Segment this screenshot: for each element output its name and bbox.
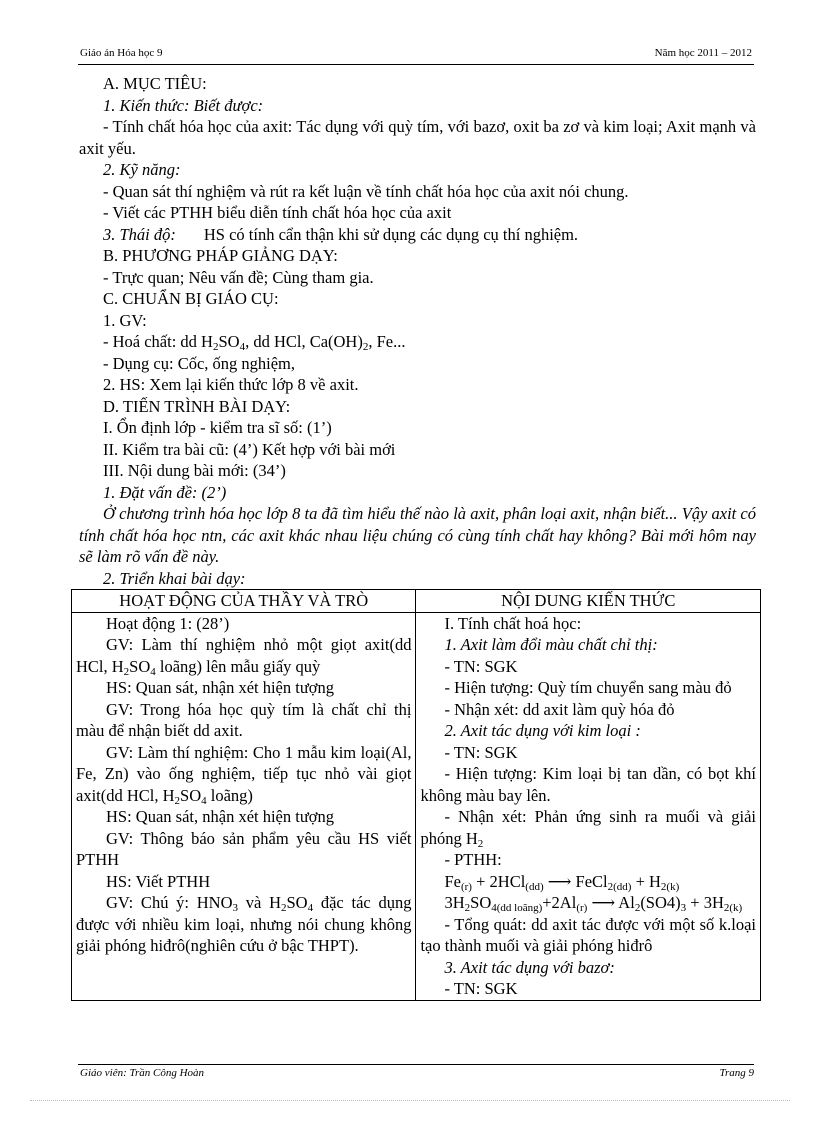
- table-header-row: [72, 590, 761, 613]
- lesson-table: [71, 589, 761, 1001]
- activity-line: GV: Trong hóa học quỳ tím là chất chỉ thị màu để nhận biết dd axit.: [76, 699, 412, 740]
- section-b-title: B. PHƯƠNG PHÁP GIẢNG DẠY:: [103, 246, 338, 265]
- skills-item-1: - Quan sát thí nghiệm và rút ra kết luận về tính chất hóa học của axit nói chung.: [103, 181, 629, 201]
- activity-line: GV: Làm thí nghiệm nhỏ một giọt axit(dd HCl, $H_2SO_4$ loãng) lên mẫu giấy quỳ: [76, 635, 412, 678]
- activity-line: GV: Chú ý: $HNO_3$ và $H_2SO_4$ đặc tác dụng được với nhiều kim loại, nhưng nói chung không giải phóng hiđrô(nghiên cứu ở bậc THPT).: [76, 893, 412, 955]
- footer-right: Trang 9: [719, 1067, 754, 1079]
- table-header-activities: HOẠT ĐỘNG CỦA THẦY VÀ TRÒ: [72, 590, 416, 613]
- knowledge-title: 1. Kiến thức: Biết được:: [103, 95, 264, 115]
- attitude-title: 3. Thái độ:: [103, 224, 176, 244]
- activity-title: Hoạt động 1: (28’): [106, 613, 230, 633]
- content-line: - Hiện tượng: Kim loại bị tan dần, có bọt khí không màu bay lên.: [420, 764, 756, 805]
- lesson-development-title: 2. Triển khai bài dạy:: [103, 568, 246, 588]
- knowledge-text: - Tính chất hóa học của axit: Tác dụng với quỳ tím, với bazơ, oxit ba zơ và kim loại; Axit mạnh và axit yếu.: [79, 117, 756, 158]
- table-header-content: NỘI DUNG KIẾN THỨC: [416, 590, 761, 613]
- problem-text: Ở chương trình hóa học lớp 8 ta đã tìm hiểu thế nào là axit, phân loại axit, nhận biết... Vậy axit có tính chất hóa học ntn, các axit khác nhau liệu chúng có cùng tính chất hay không? Bài mới hôm nay sẽ làm rõ vấn đề này.: [79, 504, 756, 566]
- content-line: - TN: SGK: [444, 742, 518, 762]
- procedure-step-1: I. Ổn định lớp - kiểm tra sĩ số: (1’): [103, 418, 332, 437]
- procedure-step-3: III. Nội dung bài mới: (34’): [103, 461, 286, 480]
- header-left: Giáo án Hóa học 9: [80, 47, 163, 59]
- page-edge-divider: [30, 1100, 790, 1101]
- activity-line: HS: Quan sát, nhận xét hiện tượng: [106, 807, 335, 826]
- content-line: 2. Axit tác dụng với kim loại :: [444, 721, 641, 740]
- content-line: - Tổng quát: dd axit tác được với một số k.loại tạo thành muối và giải phóng hiđrô: [420, 914, 756, 955]
- activity-line: GV: Thông báo sản phẩm yêu cầu HS viết PTHH: [76, 828, 412, 869]
- content-line: - TN: SGK: [444, 656, 518, 676]
- equation-2: $3H_2SO_{4(dd loãng)}+2Al_{(r)}$ ⟶ $Al_2(SO4)_3 + 3H_{2(k)}$: [444, 893, 743, 914]
- activities-cell: [72, 612, 416, 1000]
- content-line: - TN: SGK: [444, 979, 518, 998]
- methods-text: - Trực quan; Nêu vấn đề; Cùng tham gia.: [103, 267, 374, 287]
- section-d-title: D. TIẾN TRÌNH BÀI DẠY:: [103, 396, 291, 416]
- skills-item-2: - Viết các PTHH biểu diễn tính chất hóa học của axit: [103, 203, 452, 222]
- activity-line: HS: Quan sát, nhận xét hiện tượng: [106, 678, 335, 697]
- header-divider: [78, 64, 754, 65]
- content-line: - Nhận xét: dd axit làm quỳ hóa đỏ: [444, 699, 675, 719]
- equation-1: $Fe_{(r)} + 2HCl_{(dd)}$ ⟶ FeCl$_{2(dd)}$ + $H_{2(k)}$: [444, 871, 680, 893]
- content-line: - Nhận xét: Phản ứng sinh ra muối và giải phóng $H_2$: [420, 807, 756, 850]
- attitude-text: HS có tính cẩn thận khi sử dụng các dụng cụ thí nghiệm.: [203, 224, 579, 244]
- content-line: 3. Axit tác dụng với bazơ:: [444, 957, 615, 977]
- skills-title: 2. Kỹ năng:: [103, 160, 181, 179]
- chemicals-line: - Hoá chất: dd $H_2SO_4$, dd HCl, $Ca(OH)_2$, Fe...: [103, 332, 406, 353]
- header-right: Năm học 2011 – 2012: [654, 47, 752, 59]
- tools-line: - Dụng cụ: Cốc, ống nghiệm,: [103, 353, 296, 373]
- activity-line: GV: Làm thí nghiệm: Cho 1 mẫu kim loại(Al, Fe, Zn) vào ống nghiệm, tiếp tục nhỏ vài giọt axit(dd HCl, $H_2SO_4$ loãng): [76, 742, 412, 807]
- procedure-step-2: II. Kiểm tra bài cũ: (4’) Kết hợp với bài mới: [103, 439, 396, 459]
- section-c-title: C. CHUẨN BỊ GIÁO CỤ:: [103, 289, 279, 308]
- problem-title: 1. Đặt vấn đề: (2’): [103, 482, 227, 502]
- attitude-line: [79, 224, 756, 246]
- content-line: 1. Axit làm đổi màu chất chỉ thị:: [444, 635, 658, 654]
- content-line: - PTHH:: [444, 850, 502, 869]
- footer-divider: [78, 1064, 754, 1065]
- table-row: [72, 612, 761, 1000]
- footer-left: Giáo viên: Trần Công Hoàn: [80, 1067, 205, 1079]
- content-line: I. Tính chất hoá học:: [444, 613, 582, 633]
- content-line: - Hiện tượng: Quỳ tím chuyển sang màu đỏ: [444, 678, 732, 697]
- section-a-title: A. MỤC TIÊU:: [103, 74, 207, 93]
- content-cell: [416, 612, 761, 1000]
- activity-line: HS: Viết PTHH: [106, 871, 211, 891]
- student-prep-line: 2. HS: Xem lại kiến thức lớp 8 về axit.: [103, 375, 359, 394]
- lesson-intro: [79, 73, 756, 589]
- teacher-prep-title: 1. GV:: [103, 310, 147, 330]
